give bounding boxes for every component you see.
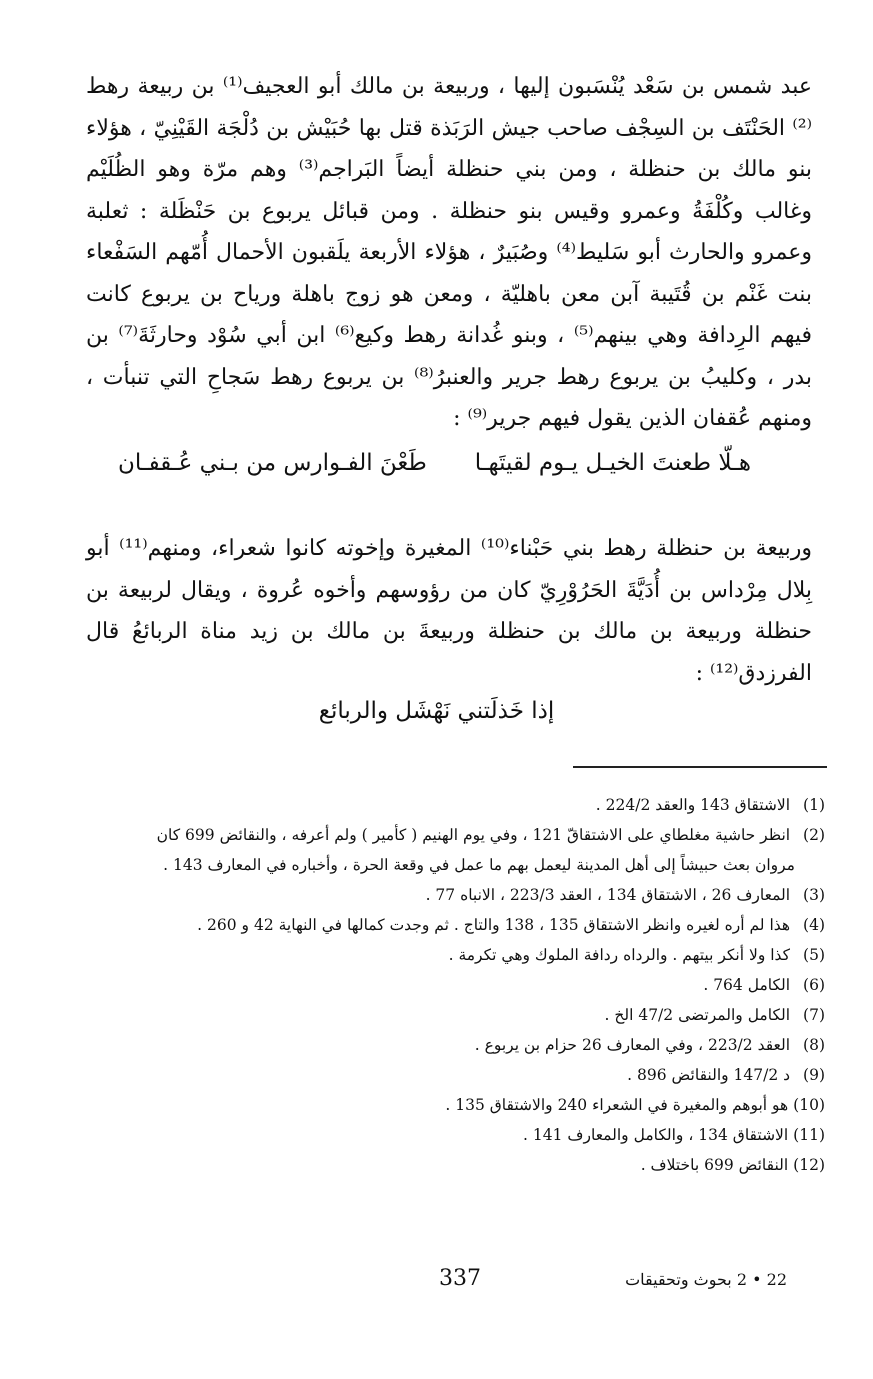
main-text-block-2 [86, 528, 812, 694]
running-footer: 22 • 2 بحوث وتحقيقات [625, 1270, 787, 1289]
footnote: (10) هو أبوهم والمغيرة في الشعراء 240 والاشتقاق 135 . [445, 1096, 825, 1114]
footnotes-list [85, 790, 825, 1180]
footnote: (2) انظر حاشية مغلطاي على الاشتقاقّ 121 ، وفي يوم الهنيم ( كأمير ) ولم أعرفه ، والنقائض 699 كان مروان بعث حبيشاً إلى أهل المدينة ليعمل بهم ما عمل في وقعة الحرة ، وأخباره في المعارف 143 . [85, 820, 825, 880]
footnote: (7) الكامل والمرتضى 47/2 الخ . [604, 1006, 825, 1024]
page-number: 337 [439, 1266, 481, 1291]
verse-1-second-hemistich: طَعْنَ الفـوارس من بـني عُـقفـان [118, 450, 427, 476]
footnote: (1) الاشتقاق 143 والعقد 224/2 . [595, 796, 825, 814]
poetry-verse-2: إذا خَذلَتني نَهْشَل والربائع [318, 698, 555, 724]
footnote-separator [573, 766, 827, 768]
footnote-continuation: مروان بعث حبيشاً إلى أهل المدينة ليعمل بهم ما عمل في وقعة الحرة ، وأخباره في المعارف 143 . [163, 856, 795, 874]
poetry-verse-1 [0, 450, 873, 490]
footnote: (6) الكامل 764 . [703, 976, 825, 994]
footnote: (3) المعارف 26 ، الاشتقاق 134 ، العقد 223/3 ، الانباه 77 . [425, 886, 825, 904]
paragraph-1: عبد شمس بن سَعْد يُنْسَبون إليها ، وربيعة بن مالك أبو العجيف⁽¹⁾ بن ربيعة رهط ⁽²⁾ الحَنْتَف بن السِجْف صاحب جيش الرَبَذة قتل بها حُبَيْش بن دُلْجَة القَيْنِيّ ، هؤلاء بنو مالك بن حنظلة ، ومن بني حنظلة أيضاً البَراجم⁽³⁾ وهم مرّة وهو الظُلَيْم وغالب وكُلْفَةُ وعمرو وقيس بنو حنظلة . ومن قبائل يربوع بن حَنْظَلة : ثعلبة وعمرو والحارث أبو سَليط⁽⁴⁾ وصُبَيرٌ ، هؤلاء الأربعة يلَقبون الأحمال أُمّهم السَفْعاء بنت غَنْم بن قُتَيبة آبن معن باهليّة ، ومعن هو زوج باهلة ورياح بن يربوع كانت فيهم الرِدافة وهي بينهم⁽⁵⁾ ، وبنو غُدانة رهط وكيع⁽⁶⁾ ابن أبي سُوْد وحارثَةَ⁽⁷⁾ بن بدر ، وكليبُ بن يربوع رهط جرير والعنبرُ⁽⁸⁾ بن يربوع رهط سَجاحِ التي تنبأت ، ومنهم عُقفان الذين يقول فيهم جرير⁽⁹⁾ : [86, 74, 812, 431]
footnote: (12) النقائض 699 باختلاف . [640, 1156, 825, 1174]
main-text-block-1 [86, 66, 812, 440]
paragraph-2: وربيعة بن حنظلة رهط بني حَبْناء⁽¹⁰⁾ المغيرة وإخوته كانوا شعراء، ومنهم⁽¹¹⁾ أبو بِلال مِرْداس بن أُدَيَّةَ الحَرُوْرِيّ كان من رؤوسهم وأخوه عُروة ، ويقال لربيعة بن حنظلة وربيعة بن مالك بن حنظلة وربيعةَ بن مالك بن زيد مناة الربائعُ قال الفرزدق⁽¹²⁾ : [86, 536, 812, 686]
footnote: (8) العقد 223/2 ، وفي المعارف 26 حزام بن يربوع . [474, 1036, 825, 1054]
footnote: (4) هذا لم أره لغيره وانظر الاشتقاق 135 ، 138 والتاج . ثم وجدت كمالها في النهاية 42 و 260 . [197, 916, 825, 934]
verse-1-first-hemistich: هـلّا طعنتَ الخيـل يـوم لقيتَهـا [474, 450, 751, 476]
footnote: (11) الاشتقاق 134 ، والكامل والمعارف 141 . [523, 1126, 825, 1144]
footnote: (5) كذا ولا أنكر بيتهم . والرداه ردافة الملوك وهي تكرمة . [448, 946, 825, 964]
footnote: (9) د 147/2 والنقائض 896 . [627, 1066, 825, 1084]
